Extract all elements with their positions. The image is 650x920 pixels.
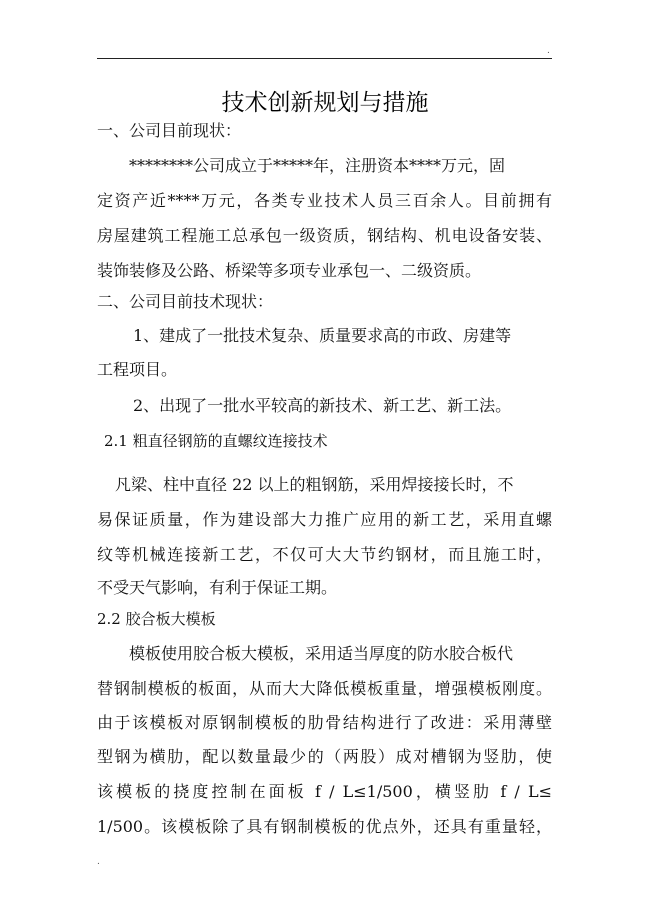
subsection-2-2-paragraph-line: 型钢为横肋，配以数量最少的（两股）成对槽钢为竖肋，使 <box>97 747 552 766</box>
subsection-2-2-heading: 2.2 胶合板大模板 <box>97 610 216 628</box>
subsection-2-1-paragraph-line: 不受天气影响，有利于保证工期。 <box>97 578 338 597</box>
footer-corner-mark: . <box>97 857 100 867</box>
section1-heading: 一、公司目前现状： <box>97 121 242 140</box>
header-corner-mark: . <box>547 46 550 56</box>
section1-paragraph-line: 房屋建筑工程施工总承包一级资质，钢结构、机电设备安装、 <box>97 226 552 245</box>
page-title: 技术创新规划与措施 <box>221 90 429 116</box>
section2-heading: 二、公司目前技术现状： <box>97 292 274 311</box>
subsection-2-1-paragraph-line: 易保证质量，作为建设部大力推广应用的新工艺，采用直螺 <box>97 510 552 529</box>
section2-item1-line: 1、建成了一批技术复杂、质量要求高的市政、房建等 <box>133 326 512 345</box>
subsection-2-1-heading: 2.1 粗直径钢筋的直螺纹连接技术 <box>104 432 328 450</box>
subsection-2-1-paragraph-line: 凡梁、柱中直径 22 以上的粗钢筋，采用焊接接长时，不 <box>115 475 514 494</box>
header-rule <box>97 58 552 59</box>
subsection-2-2-paragraph-line: 1/500。该模板除了具有钢制模板的优点外，还具有重量轻， <box>97 817 552 836</box>
section1-paragraph-line: 装饰装修及公路、桥梁等多项专业承包一、二级资质。 <box>97 261 482 280</box>
subsection-2-2-paragraph-line: 替钢制模板的板面，从而大大降低模板重量，增强模板刚度。 <box>97 679 552 698</box>
section1-paragraph-line: ********公司成立于*****年，注册资本****万元，固 <box>129 156 506 175</box>
section1-paragraph-line: 定资产近****万元，各类专业技术人员三百余人。目前拥有 <box>97 191 552 210</box>
subsection-2-2-paragraph-line: 模板使用胶合板大模板，采用适当厚度的防水胶合板代 <box>129 644 514 663</box>
subsection-2-1-paragraph-line: 纹等机械连接新工艺，不仅可大大节约钢材，而且施工时， <box>97 545 552 564</box>
subsection-2-2-paragraph-line: 该模板的挠度控制在面板 f / L≤1/500，横竖肋 f / L≤ <box>97 782 552 801</box>
section2-item2: 2、出现了一批水平较高的新技术、新工艺、新工法。 <box>133 396 512 415</box>
section2-item1-line: 工程项目。 <box>97 360 178 379</box>
subsection-2-2-paragraph-line: 由于该模板对原钢制模板的肋骨结构进行了改进：采用薄壁 <box>97 713 552 732</box>
